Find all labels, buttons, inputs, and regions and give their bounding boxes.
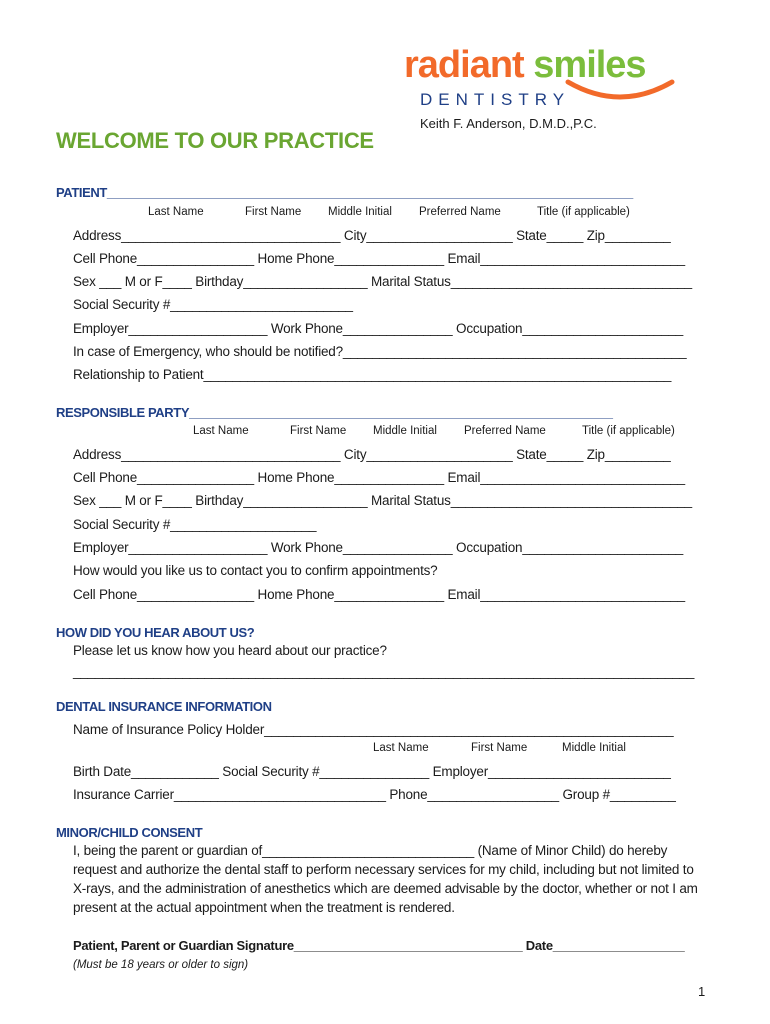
sublabel-middle-initial: Middle Initial <box>562 742 626 754</box>
logo-word-radiant: radiant <box>404 44 524 86</box>
section-heading-referral: HOW DID YOU HEAR ABOUT US? <box>56 625 255 640</box>
responsible-sex-birthday-line[interactable]: Sex ___ M or F____ Birthday_________________ Marital Status_________________________________ <box>73 493 692 508</box>
logo-word-smiles: smiles <box>533 44 646 86</box>
insurance-carrier-line[interactable]: Insurance Carrier_____________________________ Phone__________________ Group #_________ <box>73 787 676 802</box>
sublabel-middle-initial: Middle Initial <box>373 425 437 437</box>
patient-sex-birthday-line[interactable]: Sex ___ M or F____ Birthday_________________ Marital Status_________________________________ <box>73 274 692 289</box>
responsible-phone-line[interactable]: Cell Phone________________ Home Phone_______________ Email____________________________ <box>73 470 685 485</box>
smile-arc-icon <box>560 78 680 106</box>
patient-phone-line[interactable]: Cell Phone________________ Home Phone_______________ Email____________________________ <box>73 251 685 266</box>
responsible-address-line[interactable]: Address______________________________ City____________________ State_____ Zip_________ <box>73 447 671 462</box>
responsible-employer-line[interactable]: Employer___________________ Work Phone_______________ Occupation______________________ <box>73 540 684 555</box>
doctor-name: Keith F. Anderson, D.M.D.,P.C. <box>420 116 597 131</box>
signature-date-line[interactable]: Patient, Parent or Guardian Signature_________________________________ Date___________________ <box>73 938 685 953</box>
consent-text-line: present at the actual appointment when the treatment is rendered. <box>73 900 455 915</box>
sublabel-last-name: Last Name <box>373 742 429 754</box>
consent-text-line[interactable]: I, being the parent or guardian of_____________________________ (Name of Minor Child) do hereby <box>73 843 668 858</box>
sublabel-last-name: Last Name <box>193 425 249 437</box>
logo-subtitle: DENTISTRY <box>420 90 571 109</box>
referral-answer-line[interactable]: _____________________________________________________________________________________ <box>73 664 695 679</box>
policy-holder-line[interactable]: Name of Insurance Policy Holder________________________________________________________ <box>73 722 674 737</box>
sublabel-middle-initial: Middle Initial <box>328 206 392 218</box>
sublabel-preferred-name: Preferred Name <box>464 425 546 437</box>
consent-text-line: request and authorize the dental staff to perform necessary services for my child, including but not limited to <box>73 862 694 877</box>
sublabel-first-name: First Name <box>471 742 528 754</box>
sublabel-preferred-name: Preferred Name <box>419 206 501 218</box>
sublabel-last-name: Last Name <box>148 206 204 218</box>
patient-ssn-line[interactable]: Social Security #_________________________ <box>73 297 353 312</box>
sublabel-title: Title (if applicable) <box>582 425 675 437</box>
sublabel-title: Title (if applicable) <box>537 206 630 218</box>
section-heading-consent: MINOR/CHILD CONSENT <box>56 825 203 840</box>
responsible-party-field[interactable]: RESPONSIBLE PARTY______________________________________________________________ <box>56 405 613 420</box>
patient-name-field[interactable]: PATIENT_____________________________________________________________________________ <box>56 185 633 200</box>
patient-employer-line[interactable]: Employer___________________ Work Phone_______________ Occupation______________________ <box>73 321 684 336</box>
contact-preference-question: How would you like us to contact you to confirm appointments? <box>73 563 438 578</box>
page-title: WELCOME TO OUR PRACTICE <box>56 128 374 153</box>
referral-question: Please let us know how you heard about our practice? <box>73 643 387 658</box>
section-heading-insurance: DENTAL INSURANCE INFORMATION <box>56 699 272 714</box>
sublabel-first-name: First Name <box>245 206 302 218</box>
sublabel-first-name: First Name <box>290 425 347 437</box>
page-number: 1 <box>698 984 706 999</box>
patient-relationship-line[interactable]: Relationship to Patient________________________________________________________________ <box>73 367 672 382</box>
patient-address-line[interactable]: Address______________________________ City____________________ State_____ Zip_________ <box>73 228 671 243</box>
responsible-ssn-line[interactable]: Social Security #____________________ <box>73 517 317 532</box>
insurance-birth-ssn-line[interactable]: Birth Date____________ Social Security #_______________ Employer_________________________ <box>73 764 671 779</box>
patient-emergency-line[interactable]: In case of Emergency, who should be notified?_______________________________________________ <box>73 344 687 359</box>
consent-text-line: X-rays, and the administration of anesthetics which are deemed advisable by the doctor, whether or not I am <box>73 881 698 896</box>
signature-age-note: (Must be 18 years or older to sign) <box>73 959 249 971</box>
contact-phone-line[interactable]: Cell Phone________________ Home Phone_______________ Email____________________________ <box>73 587 685 602</box>
